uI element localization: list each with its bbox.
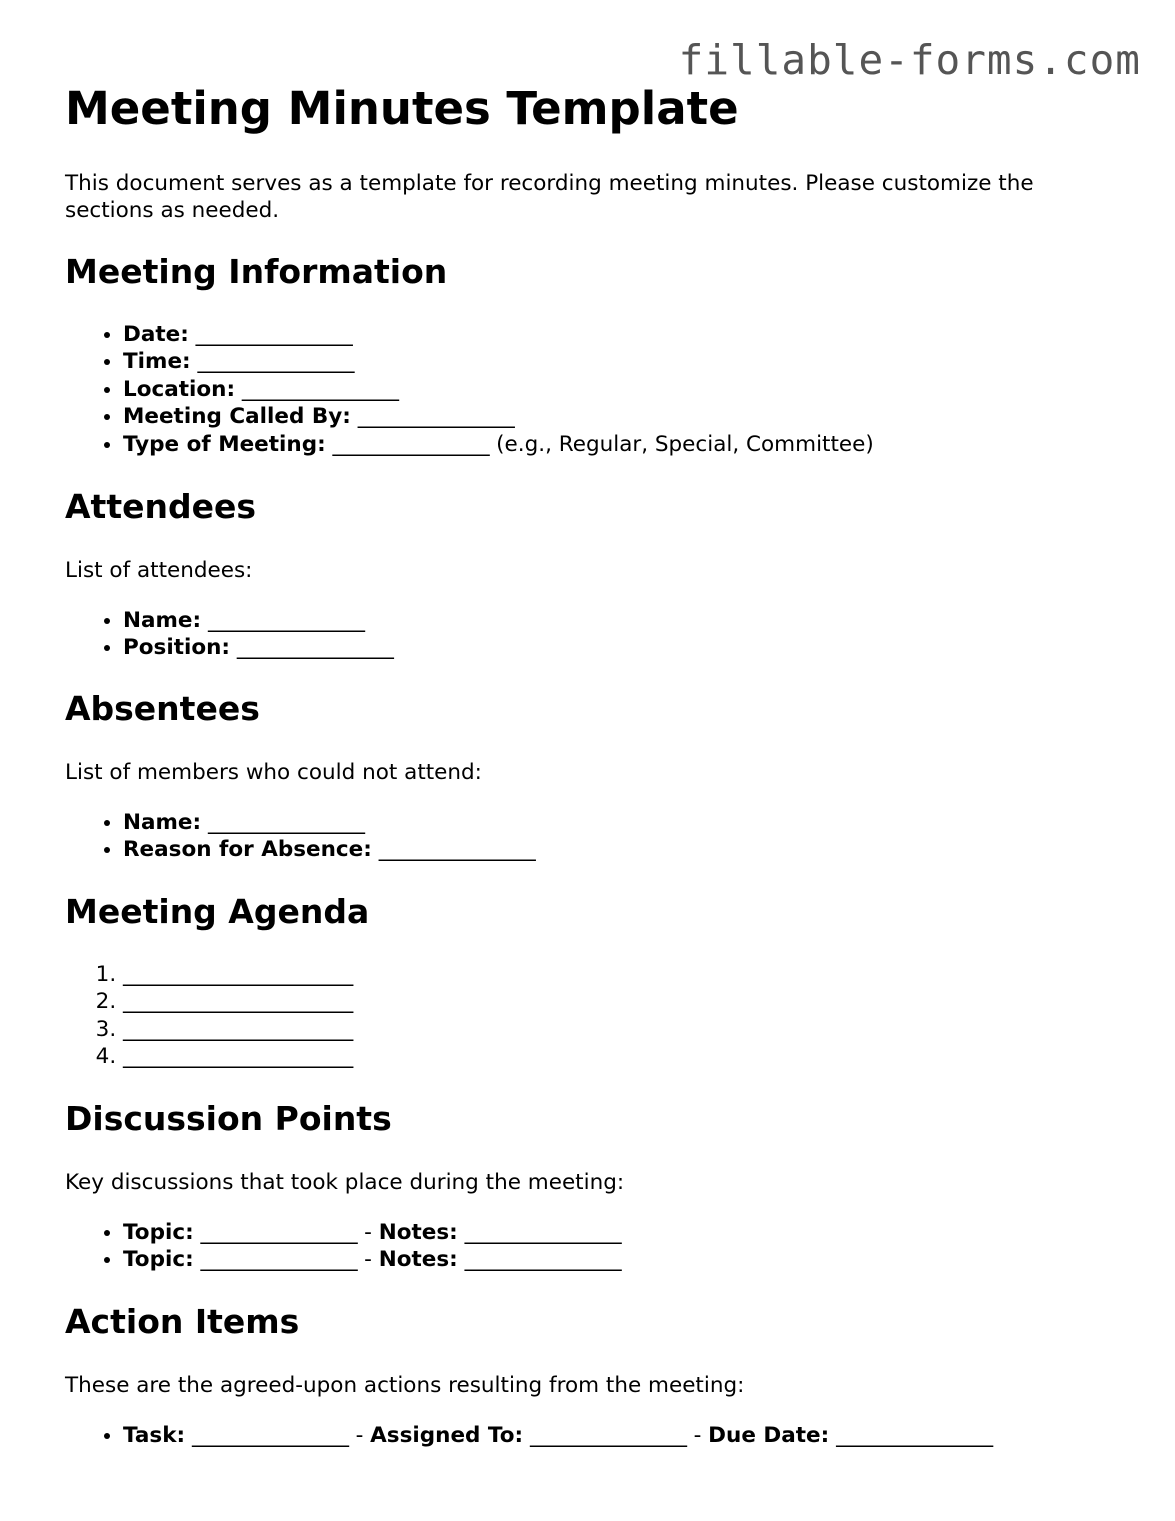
page-title: Meeting Minutes Template [65, 82, 739, 135]
meeting-type-blank[interactable]: _______________ [332, 431, 490, 457]
attendees-heading: Attendees [65, 487, 256, 526]
discussion-heading: Discussion Points [65, 1099, 392, 1138]
absentee-name-label: Name: [123, 810, 202, 835]
meeting-type-field[interactable] [123, 431, 874, 458]
separator: - [364, 1247, 372, 1273]
agenda-item[interactable] [123, 1043, 353, 1070]
agenda-heading: Meeting Agenda [65, 892, 370, 931]
action-items-intro: These are the agreed-upon actions resulting from the meeting: [65, 1373, 745, 1398]
location-field[interactable] [123, 376, 874, 403]
agenda-item[interactable] [123, 961, 353, 988]
notes-label: Notes: [378, 1247, 458, 1273]
time-field[interactable] [123, 348, 874, 375]
meeting-information-list [65, 321, 874, 458]
task-blank[interactable]: _______________ [191, 1423, 349, 1448]
attendee-name-label: Name: [123, 608, 202, 633]
topic-label: Topic: [123, 1247, 194, 1273]
notes-blank[interactable]: _______________ [464, 1220, 622, 1245]
absentees-intro: List of members who could not attend: [65, 760, 482, 785]
meeting-type-hint: (e.g., Regular, Special, Committee) [496, 431, 874, 457]
called-by-blank[interactable]: _______________ [357, 404, 515, 430]
attendee-name-field[interactable] [123, 607, 394, 634]
attendees-intro: List of attendees: [65, 558, 253, 583]
absentee-name-field[interactable] [123, 809, 535, 836]
discussion-item[interactable] [123, 1219, 621, 1246]
action-items-list [65, 1422, 993, 1449]
agenda-item-blank[interactable]: ______________________ [123, 989, 353, 1015]
time-blank[interactable]: _______________ [197, 349, 355, 375]
due-date-blank[interactable]: _______________ [836, 1423, 993, 1448]
separator: - [364, 1220, 372, 1245]
topic-blank[interactable]: _______________ [200, 1220, 358, 1245]
location-blank[interactable]: _______________ [241, 376, 399, 402]
attendee-position-field[interactable] [123, 634, 394, 661]
called-by-field[interactable] [123, 403, 874, 430]
location-label: Location: [123, 376, 236, 402]
intro-paragraph: This document serves as a template for recording meeting minutes. Please customize the sections as needed. [65, 171, 1034, 223]
absentees-heading: Absentees [65, 689, 260, 728]
absence-reason-label: Reason for Absence: [123, 837, 372, 863]
attendee-position-label: Position: [123, 635, 231, 661]
due-date-label: Due Date: [708, 1423, 830, 1448]
topic-blank[interactable]: _______________ [200, 1247, 358, 1273]
task-label: Task: [123, 1423, 186, 1448]
agenda-list [65, 961, 353, 1071]
absence-reason-blank[interactable]: _______________ [378, 837, 536, 863]
date-field[interactable] [123, 321, 874, 348]
attendee-position-blank[interactable]: _______________ [236, 635, 394, 661]
agenda-item-blank[interactable]: ______________________ [123, 1016, 353, 1042]
discussion-intro: Key discussions that took place during the meeting: [65, 1170, 625, 1195]
separator: - [693, 1423, 702, 1448]
discussion-list [65, 1219, 621, 1274]
separator: - [355, 1423, 364, 1448]
absence-reason-field[interactable] [123, 836, 535, 863]
assigned-to-blank[interactable]: _______________ [529, 1423, 687, 1448]
absentee-name-blank[interactable]: _______________ [207, 810, 365, 835]
topic-label: Topic: [123, 1220, 194, 1245]
agenda-item[interactable] [123, 1016, 353, 1043]
assigned-to-label: Assigned To: [370, 1423, 524, 1448]
agenda-item[interactable] [123, 988, 353, 1015]
attendees-list [65, 607, 394, 662]
notes-blank[interactable]: _______________ [464, 1247, 622, 1273]
action-items-heading: Action Items [65, 1302, 300, 1341]
watermark: fillable-forms.com [678, 36, 1141, 84]
discussion-item[interactable] [123, 1246, 621, 1273]
notes-label: Notes: [378, 1220, 458, 1245]
attendee-name-blank[interactable]: _______________ [207, 608, 365, 633]
absentees-list [65, 809, 535, 864]
date-label: Date: [123, 322, 189, 347]
meeting-information-heading: Meeting Information [65, 252, 448, 291]
called-by-label: Meeting Called By: [123, 404, 351, 430]
time-label: Time: [123, 349, 191, 375]
date-blank[interactable]: _______________ [195, 322, 353, 347]
meeting-type-label: Type of Meeting: [123, 431, 326, 457]
action-item[interactable] [123, 1422, 993, 1449]
agenda-item-blank[interactable]: ______________________ [123, 1044, 353, 1070]
agenda-item-blank[interactable]: ______________________ [123, 962, 353, 987]
